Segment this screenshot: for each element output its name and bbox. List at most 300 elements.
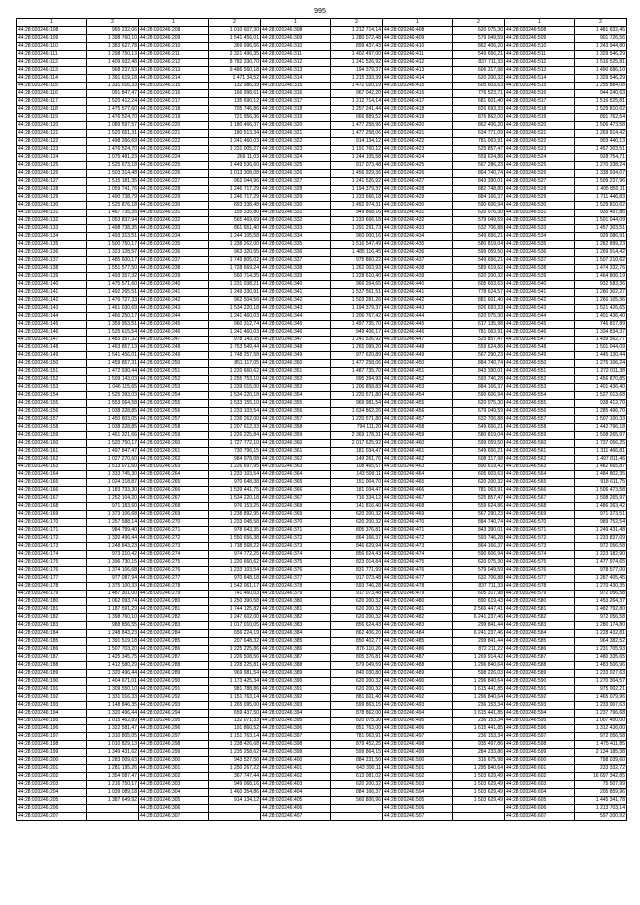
cadastral-number-cell: 44:28:020246:133 [17, 225, 87, 233]
value-cell: 1 323 128,57 [87, 249, 139, 257]
cadastral-number-cell: 44:28:020246:124 [17, 153, 87, 161]
value-cell: 1 228 432,81 [575, 630, 627, 638]
cadastral-number-cell: 44:28:020246:261 [139, 447, 209, 455]
cadastral-number-cell: 44:28:020246:159 [17, 431, 87, 439]
value-cell: 367 747,44 [209, 773, 261, 781]
value-cell: 1 533 155,10 [209, 400, 261, 408]
value-cell: 1 249 431,48 [575, 527, 627, 535]
value-cell: 938 412,70 [575, 400, 627, 408]
cadastral-number-cell: 44:28:020246:134 [17, 233, 87, 241]
value-cell: 284 233,86 [453, 749, 505, 757]
value-cell: 1 456 870,85 [575, 376, 627, 384]
cadastral-number-cell: 44:28:020246:536 [505, 249, 575, 257]
cadastral-number-cell: 44:28:020246:396 [261, 725, 331, 733]
cadastral-number-cell: 44:28:020246:119 [17, 114, 87, 122]
value-cell: 1 374 106,68 [87, 566, 139, 574]
cadastral-number-cell: 44:28:020246:441 [383, 288, 453, 296]
value-cell: 1 391 519,18 [87, 638, 139, 646]
cadastral-number-cell: 44:28:020246:570 [505, 519, 575, 527]
value-cell: 1 233 007,63 [575, 701, 627, 709]
cadastral-number-cell: 44:28:020246:312 [261, 58, 331, 66]
cadastral-number-cell: 44:28:020246:412 [383, 58, 453, 66]
value-cell: 1 233 666,18 [331, 193, 383, 201]
value-cell: 1 477 258,06 [331, 360, 383, 368]
value-cell: 1 213 703,14 [575, 804, 627, 812]
cadastral-number-cell: 44:28:020246:320 [261, 122, 331, 130]
cadastral-number-cell: 44:28:020246:500 [383, 757, 453, 765]
table-row [17, 42, 627, 50]
cadastral-number-cell: 44:28:020246:352 [261, 376, 331, 384]
cadastral-number-cell: 44:28:020246:338 [261, 265, 331, 273]
cadastral-number-cell: 44:28:020246:394 [261, 709, 331, 717]
table-body [17, 26, 627, 820]
cadastral-number-cell: 44:28:020246:233 [139, 225, 209, 233]
value-cell: 567 286,23 [453, 161, 505, 169]
cadastral-number-cell: 44:28:020246:593 [505, 701, 575, 709]
column-header: 2 [331, 19, 383, 27]
value-cell: 1 425 345,75 [87, 654, 139, 662]
value-cell: 1 497 847,47 [87, 447, 139, 455]
cadastral-number-cell: 44:28:020246:158 [17, 423, 87, 431]
value-cell: 1 233 048,58 [209, 519, 261, 527]
value-cell: 881 601,40 [453, 296, 505, 304]
cadastral-number-cell: 44:28:020246:506 [383, 804, 453, 812]
value-cell: 1 457 303,51 [575, 146, 627, 154]
cadastral-number-cell: 44:28:020246:266 [139, 487, 209, 495]
value-cell: 1 516 547,49 [331, 241, 383, 249]
value-cell: 205 859,96 [575, 788, 627, 796]
value-cell: 1 148 846,35 [87, 701, 139, 709]
value-cell: 236 153,34 [453, 733, 505, 741]
value-cell: 1 334 834,37 [575, 328, 627, 336]
value-cell: 1 477 258,96 [331, 122, 383, 130]
cadastral-number-cell: 44:28:020246:324 [261, 153, 331, 161]
cadastral-number-cell: 44:28:020246:476 [383, 566, 453, 574]
table-row [17, 169, 627, 177]
cadastral-number-cell: 44:28:020246:218 [139, 106, 209, 114]
cadastral-number-cell: 44:28:020246:255 [139, 400, 209, 408]
cadastral-number-cell: 44:28:020246:507 [383, 812, 453, 820]
cadastral-number-cell: 44:28:020246:125 [17, 161, 87, 169]
value-cell: 1 216 750,17 [87, 781, 139, 789]
cadastral-number-cell: 44:28:020246:563 [505, 463, 575, 471]
value-cell: 236 153,34 [453, 717, 505, 725]
cadastral-number-cell: 44:28:020246:267 [139, 495, 209, 503]
cadastral-number-cell: 44:28:020246:237 [139, 257, 209, 265]
cadastral-number-cell: 44:28:020246:136 [17, 249, 87, 257]
value-cell: 984 799,40 [87, 527, 139, 535]
table-row [17, 233, 627, 241]
cadastral-number-cell: 44:28:020246:538 [505, 265, 575, 273]
value-cell: 1 398 760,10 [87, 34, 139, 42]
value-cell: 1 404 671,01 [87, 677, 139, 685]
value-cell: 1 231 038,21 [209, 280, 261, 288]
cadastral-number-cell: 44:28:020246:211 [139, 50, 209, 58]
table-row [17, 622, 627, 630]
value-cell: 876 862,00 [453, 114, 505, 122]
cadastral-number-cell: 44:28:020246:155 [17, 400, 87, 408]
table-row [17, 487, 627, 495]
cadastral-number-cell: 44:28:020246:156 [17, 407, 87, 415]
cadastral-number-cell: 44:28:020246:143 [17, 304, 87, 312]
value-cell: 891 762,64 [575, 114, 627, 122]
value-cell: 881 601,40 [331, 693, 383, 701]
value-cell: 978 643,35 [209, 527, 261, 535]
value-cell: 559 624,86 [453, 153, 505, 161]
cadastral-number-cell: 44:28:020246:446 [383, 328, 453, 336]
value-cell: 1 312 436,00 [575, 725, 627, 733]
table-row [17, 98, 627, 106]
value-cell: 1 461 030,69 [87, 304, 139, 312]
cadastral-number-cell: 44:28:020246:541 [505, 288, 575, 296]
value-cell: 949 406,17 [331, 328, 383, 336]
cadastral-number-cell: 44:28:020246:321 [261, 130, 331, 138]
cadastral-number-cell: 44:28:020246:269 [139, 511, 209, 519]
cadastral-number-cell: 44:28:020246:530 [505, 201, 575, 209]
cadastral-number-cell: 44:28:020246:433 [383, 225, 453, 233]
cadastral-number-cell: 44:28:020246:514 [505, 74, 575, 82]
cadastral-number-cell: 44:28:020246:239 [139, 273, 209, 281]
cadastral-number-cell: 44:28:020246:529 [505, 193, 575, 201]
value-cell: 1 497 735,70 [331, 320, 383, 328]
value-cell: 1 391 619,18 [87, 74, 139, 82]
cadastral-number-cell: 44:28:020246:257 [139, 415, 209, 423]
value-cell: 1 409 932,48 [87, 58, 139, 66]
cadastral-number-cell: 44:28:020246:287 [139, 654, 209, 662]
cadastral-number-cell: 44:28:020246:204 [17, 788, 87, 796]
value-cell: 1 285 496,70 [575, 407, 627, 415]
cadastral-number-cell: 44:28:020246:587 [505, 654, 575, 662]
cadastral-number-cell: 44:28:020246:477 [383, 574, 453, 582]
table-row [17, 550, 627, 558]
value-cell: 599 059,50 [453, 249, 505, 257]
value-cell: 964 382,52 [575, 638, 627, 646]
value-cell: 1 226 508,56 [209, 654, 261, 662]
value-cell: 1 475 571,60 [87, 280, 139, 288]
value-cell: 1 223 182,90 [575, 550, 627, 558]
cadastral-number-cell: 44:28:020246:451 [383, 368, 453, 376]
cadastral-number-cell: 44:28:020246:112 [17, 58, 87, 66]
value-cell: 1 187 591,29 [87, 606, 139, 614]
value-cell: 1 206 767,42 [331, 312, 383, 320]
cadastral-number-cell: 44:28:020246:597 [505, 733, 575, 741]
cadastral-number-cell: 44:28:020246:318 [261, 106, 331, 114]
cadastral-number-cell: 44:28:020246:605 [505, 796, 575, 804]
value-cell: 826 693,33 [453, 106, 505, 114]
value-cell: 1 262 003,93 [331, 265, 383, 273]
value-cell: 995 394,93 [331, 376, 383, 384]
table-row [17, 352, 627, 360]
cadastral-number-cell: 44:28:020246:258 [139, 423, 209, 431]
value-cell: 781 063,91 [453, 487, 505, 495]
cadastral-number-cell: 44:28:020246:523 [505, 146, 575, 154]
cadastral-number-cell: 44:28:020246:517 [505, 98, 575, 106]
value-cell: 962 044,96 [209, 177, 261, 185]
cadastral-number-cell: 44:28:020246:345 [261, 320, 331, 328]
cadastral-number-cell: 44:28:020246:526 [505, 169, 575, 177]
column-header: 1 [383, 19, 453, 27]
value-cell: 1 485 116,45 [331, 249, 383, 257]
value-cell: 1 248 843,23 [87, 542, 139, 550]
cadastral-number-cell: 44:28:020246:494 [383, 709, 453, 717]
cadastral-number-cell: 44:28:020246:400 [261, 757, 331, 765]
table-row [17, 415, 627, 423]
value-cell: 1 508 265,97 [575, 495, 627, 503]
cadastral-number-cell: 44:28:020246:391 [261, 685, 331, 693]
value-cell: 1 027 270,60 [87, 455, 139, 463]
cadastral-number-cell: 44:28:020246:162 [17, 455, 87, 463]
cadastral-number-cell: 44:28:020246:557 [505, 415, 575, 423]
value-cell: 991 847,47 [87, 90, 139, 98]
cadastral-number-cell: 44:28:020246:492 [383, 693, 453, 701]
cadastral-number-cell: 44:28:020246:444 [383, 312, 453, 320]
value-cell: 1 238 426,68 [209, 741, 261, 749]
value-cell: 1 257 588,14 [87, 519, 139, 527]
value-cell: 1 236 262,00 [209, 415, 261, 423]
value-cell: 1 738 568,22 [209, 542, 261, 550]
cadastral-number-cell: 44:28:020246:251 [139, 368, 209, 376]
value-cell: 580 819,04 [453, 241, 505, 249]
value-cell: 1 246 717,29 [209, 185, 261, 193]
value-cell: 1 220 571,80 [331, 415, 383, 423]
value-cell: 975 002,21 [575, 685, 627, 693]
value-cell: 1 207 612,33 [209, 423, 261, 431]
value-cell: 861 651,40 [209, 225, 261, 233]
cadastral-number-cell: 44:28:020246:398 [261, 741, 331, 749]
value-cell: 1 748 257,58 [209, 352, 261, 360]
cadastral-number-cell: 44:28:020246:348 [261, 344, 331, 352]
value-cell: 1 231 705,93 [575, 646, 627, 654]
value-cell: 1 445 130,44 [575, 352, 627, 360]
cadastral-number-cell: 44:28:020246:525 [505, 161, 575, 169]
value-cell: 191 860,52 [209, 725, 261, 733]
value-cell: 1 615 441,85 [453, 685, 505, 693]
cadastral-number-cell: 44:28:020246:372 [261, 534, 331, 542]
cadastral-number-cell: 44:28:020246:550 [505, 360, 575, 368]
cadastral-number-cell: 44:28:020246:252 [139, 376, 209, 384]
cadastral-number-cell: 44:28:020246:297 [139, 733, 209, 741]
cadastral-number-cell: 44:28:020246:200 [17, 757, 87, 765]
value-cell: 843 390,01 [453, 368, 505, 376]
value-cell: 864 740,74 [453, 169, 505, 177]
cadastral-number-cell: 44:28:020246:532 [505, 217, 575, 225]
value-cell: 1 270 338,24 [575, 161, 627, 169]
value-cell: 1 270 430,35 [575, 582, 627, 590]
value-cell: 1 191 760,12 [331, 146, 383, 154]
cadastral-number-cell: 44:28:020246:243 [139, 304, 209, 312]
value-cell: 856 624,43 [331, 622, 383, 630]
cadastral-number-cell: 44:28:020246:278 [139, 582, 209, 590]
value-cell: 837 711,33 [453, 582, 505, 590]
cadastral-number-cell: 44:28:020246:554 [505, 392, 575, 400]
cadastral-number-cell: 44:28:020246:572 [505, 534, 575, 542]
cadastral-number-cell: 44:28:020246:184 [17, 630, 87, 638]
value-cell: 794 111,20 [331, 423, 383, 431]
value-cell [87, 812, 139, 820]
value-cell: 884 231,50 [331, 757, 383, 765]
value-cell: 1 059 741,76 [87, 185, 139, 193]
cadastral-number-cell: 44:28:020246:235 [139, 241, 209, 249]
cadastral-number-cell: 44:28:020246:172 [17, 534, 87, 542]
cadastral-number-cell: 44:28:020246:190 [17, 677, 87, 685]
cadastral-number-cell: 44:28:020246:406 [261, 804, 331, 812]
value-cell: 1 516 525,81 [575, 58, 627, 66]
cadastral-number-cell: 44:28:020246:176 [17, 566, 87, 574]
column-header: 1 [139, 19, 209, 27]
cadastral-number-cell: 44:28:020246:455 [383, 400, 453, 408]
value-cell: 1 233 666,18 [331, 217, 383, 225]
value-cell: 1 243 944,80 [575, 42, 627, 50]
value-cell: 559 624,86 [453, 344, 505, 352]
cadastral-number-cell: 44:28:020246:161 [17, 447, 87, 455]
value-cell: 879 452,25 [331, 741, 383, 749]
cadastral-number-cell: 44:28:020246:229 [139, 193, 209, 201]
value-cell: 549 656,21 [453, 447, 505, 455]
value-cell: 971 183,60 [87, 503, 139, 511]
value-cell: 16 697 342,85 [575, 773, 627, 781]
value-cell: 972 056,58 [575, 614, 627, 622]
table-row [17, 725, 627, 733]
value-cell: 1 249 330,91 [209, 288, 261, 296]
table-row [17, 796, 627, 804]
cadastral-number-cell: 44:28:020246:515 [505, 82, 575, 90]
cadastral-number-cell: 44:28:020246:247 [139, 336, 209, 344]
cadastral-number-cell: 44:28:020246:562 [505, 455, 575, 463]
cadastral-number-cell: 44:28:020246:234 [139, 233, 209, 241]
cadastral-number-cell: 44:28:020246:560 [505, 439, 575, 447]
value-cell: 944 240,63 [575, 90, 627, 98]
cadastral-number-cell: 44:28:020246:397 [261, 733, 331, 741]
cadastral-number-cell: 44:28:020246:543 [505, 304, 575, 312]
table-row [17, 288, 627, 296]
value-cell: 1 354 087,47 [87, 773, 139, 781]
cadastral-number-cell: 44:28:020246:160 [17, 439, 87, 447]
value-cell: 1 539 441,75 [209, 487, 261, 495]
value-cell: 882 748,80 [453, 185, 505, 193]
cadastral-number-cell: 44:28:020246:495 [383, 717, 453, 725]
cadastral-number-cell: 44:28:020246:600 [505, 757, 575, 765]
value-cell: 590 606,94 [453, 392, 505, 400]
cadastral-number-cell: 44:28:020246:340 [261, 280, 331, 288]
cadastral-number-cell: 44:28:020246:592 [505, 693, 575, 701]
cadastral-number-cell: 44:28:020246:559 [505, 431, 575, 439]
value-cell: 1 220 571,80 [331, 392, 383, 400]
cadastral-number-cell: 44:28:020246:594 [505, 709, 575, 717]
value-cell: 1 477 974,65 [575, 558, 627, 566]
cadastral-number-cell: 44:28:020246:493 [383, 701, 453, 709]
value-cell: 1 727 772,10 [209, 439, 261, 447]
table-row [17, 280, 627, 288]
cadastral-number-cell: 44:28:020246:292 [139, 693, 209, 701]
table-row [17, 360, 627, 368]
value-cell: 1 383 627,78 [87, 42, 139, 50]
cadastral-number-cell: 44:28:020246:604 [505, 788, 575, 796]
value-cell: 1 320 496,44 [87, 669, 139, 677]
cadastral-number-cell: 44:28:020246:128 [17, 185, 87, 193]
cadastral-number-cell: 44:28:020246:516 [505, 90, 575, 98]
value-cell: 369 996,56 [209, 42, 261, 50]
value-cell: 1 296 840,64 [453, 661, 505, 669]
value-cell [331, 804, 383, 812]
table-row [17, 66, 627, 74]
value-cell: 969 981,54 [209, 669, 261, 677]
value-cell: 108 465,57 [331, 463, 383, 471]
cadastral-number-cell: 44:28:020246:127 [17, 177, 87, 185]
cadastral-number-cell: 44:28:020246:206 [17, 804, 87, 812]
value-cell: 778 624,57 [453, 288, 505, 296]
table-row [17, 304, 627, 312]
cadastral-number-cell: 44:28:020246:334 [261, 233, 331, 241]
value-cell: 1 484 802,35 [575, 471, 627, 479]
value-cell: 1 272 011,38 [575, 368, 627, 376]
cadastral-number-cell: 44:28:020246:450 [383, 360, 453, 368]
table-row [17, 439, 627, 447]
value-cell: 1 508 265,97 [575, 431, 627, 439]
value-cell: 972 056,58 [575, 542, 627, 550]
value-cell: 1 507 703,20 [87, 646, 139, 654]
value-cell: 141 816,40 [331, 503, 383, 511]
cadastral-number-cell: 44:28:020246:191 [17, 685, 87, 693]
cadastral-number-cell: 44:28:020246:121 [17, 130, 87, 138]
column-header: 1 [505, 19, 575, 27]
value-cell: 878 862,00 [331, 709, 383, 717]
value-cell: 1 228 225,81 [209, 661, 261, 669]
cadastral-number-cell: 44:28:020246:222 [139, 138, 209, 146]
cadastral-number-cell: 44:28:020246:527 [505, 177, 575, 185]
value-cell: 893 338,48 [209, 201, 261, 209]
table-row [17, 527, 627, 535]
value-cell: 2 134 185,38 [575, 749, 627, 757]
cadastral-number-cell: 44:28:020246:208 [139, 26, 209, 34]
value-cell: 151 004,70 [331, 479, 383, 487]
cadastral-number-cell: 44:28:020246:452 [383, 376, 453, 384]
value-cell: 1 520 412,24 [87, 98, 139, 106]
cadastral-number-cell: 44:28:020246:245 [139, 320, 209, 328]
table-row [17, 225, 627, 233]
value-cell: 1 521 426,65 [575, 304, 627, 312]
cadastral-number-cell: 44:28:020246:210 [139, 42, 209, 50]
cadastral-number-cell: 44:28:020246:282 [139, 614, 209, 622]
cadastral-number-cell: 44:28:020246:232 [139, 217, 209, 225]
value-cell: 525 857,47 [453, 146, 505, 154]
cadastral-number-cell: 44:28:020246:166 [17, 487, 87, 495]
value-cell: 1 467 735,35 [87, 209, 139, 217]
value-cell: 1 744 125,82 [209, 606, 261, 614]
cadastral-number-cell: 44:28:020246:424 [383, 153, 453, 161]
value-cell: 1 250 267,22 [209, 765, 261, 773]
value-cell: 149 261,76 [331, 455, 383, 463]
value-cell: 1 265 099,20 [331, 344, 383, 352]
value-cell: 989 752,54 [575, 519, 627, 527]
cadastral-number-cell: 44:28:020246:408 [383, 26, 453, 34]
table-row [17, 296, 627, 304]
cadastral-number-cell: 44:28:020246:216 [139, 90, 209, 98]
cadastral-number-cell: 44:28:020246:298 [139, 741, 209, 749]
cadastral-number-cell: 44:28:020246:595 [505, 717, 575, 725]
cadastral-number-cell: 44:28:020246:286 [139, 646, 209, 654]
cadastral-number-cell: 44:28:020246:322 [261, 138, 331, 146]
table-row [17, 217, 627, 225]
cadastral-number-cell: 44:28:020246:561 [505, 447, 575, 455]
value-cell: 1 151 763,14 [209, 733, 261, 741]
value-cell: 236 153,34 [453, 701, 505, 709]
value-cell: 943 527,50 [209, 757, 261, 765]
value-cell: 1 503 629,49 [453, 781, 505, 789]
cadastral-number-cell: 44:28:020246:341 [261, 288, 331, 296]
value-cell: 1 474 332,76 [575, 265, 627, 273]
cadastral-number-cell: 44:28:020246:346 [261, 328, 331, 336]
value-cell: 977 087,94 [87, 574, 139, 582]
